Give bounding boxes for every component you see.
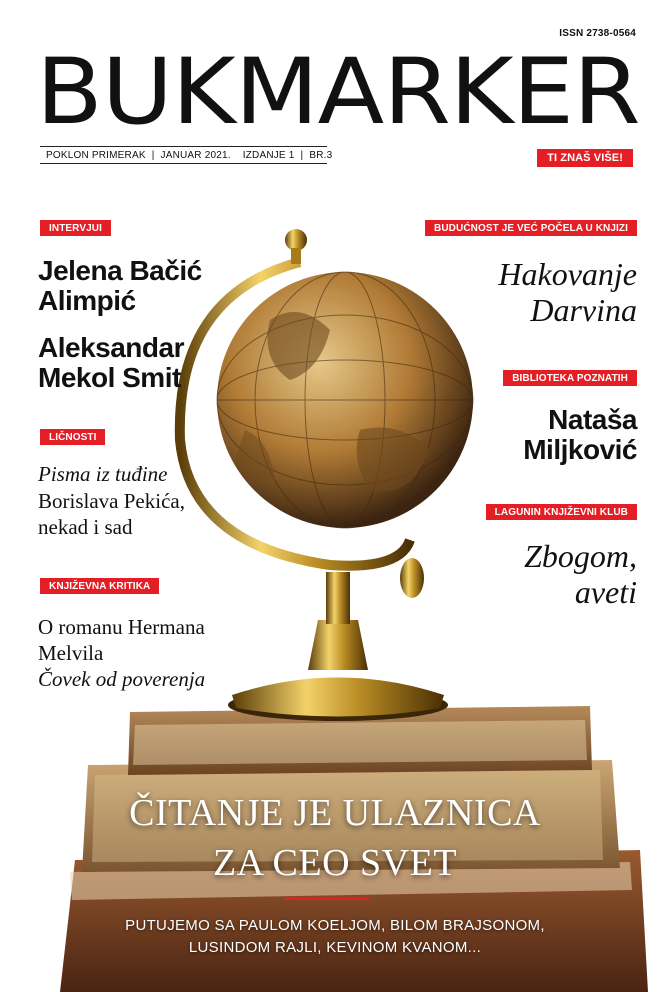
licnosti-italic-title: Pisma iz tuđine xyxy=(38,462,168,486)
cover-subline-line1: PUTUJEMO SA PAULOM KOELJOM, BILOM BRAJSONOM, xyxy=(125,917,545,934)
kritika-text: O romanu Hermana Melvila xyxy=(38,615,205,665)
interview-aleksandar: Aleksandar Mekol Smit xyxy=(38,332,184,393)
issn-number: ISSN 2738-0564 xyxy=(559,28,636,39)
section-tag-licnosti: LIČNOSTI xyxy=(40,429,105,445)
headline-divider xyxy=(285,897,369,900)
cover-headline xyxy=(0,788,670,888)
magazine-masthead: BUKMARKER xyxy=(36,40,640,145)
kritika-italic-title: Čovek od poverenja xyxy=(38,667,206,691)
issue-edition: IZDANJE 1 xyxy=(242,150,295,161)
issue-date: JANUAR 2021. xyxy=(160,150,231,161)
cover-headline-line2: ZA CEO SVET xyxy=(212,842,458,884)
issue-info-bar: POKLON PRIMERAK | JANUAR 2021. IZDANJE 1 | BR.3 xyxy=(40,146,327,164)
section-tag-klub: LAGUNIN KNJIŽEVNI KLUB xyxy=(486,504,637,520)
klub-title: Zbogom, aveti xyxy=(524,538,637,610)
cover-subline-line2: LUSINDOM RAJLI, KEVINOM KVANOM... xyxy=(188,939,482,956)
issue-number: BR.3 xyxy=(309,150,333,161)
section-tag-biblioteka: BIBLIOTEKA POZNATIH xyxy=(503,370,637,386)
biblioteka-name: Nataša Miljković xyxy=(523,404,637,465)
issue-gift-copy: POKLON PRIMERAK xyxy=(46,150,146,161)
future-title: Hakovanje Darvina xyxy=(498,256,637,328)
interview-jelena: Jelena Bačić Alimpić xyxy=(38,255,202,316)
section-tag-kritika: KNJIŽEVNA KRITIKA xyxy=(40,578,159,594)
section-tag-future: BUDUĆNOST JE VEĆ POČELA U KNJIZI xyxy=(425,220,637,236)
tagline-badge: TI ZNAŠ VIŠE! xyxy=(537,149,633,167)
cover-headline-line1: ČITANJE JE ULAZNICA xyxy=(129,792,541,834)
cover-subline xyxy=(0,915,670,959)
licnosti-text: Borislava Pekića, nekad i sad xyxy=(38,489,185,539)
section-tag-interviews: INTERVJUI xyxy=(40,220,111,236)
